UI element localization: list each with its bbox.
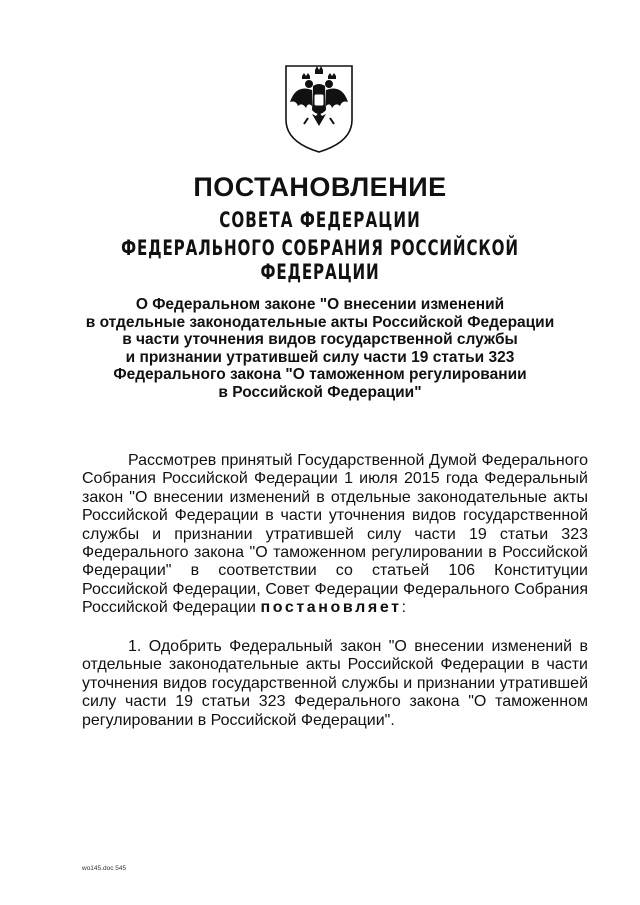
resolution-heading [60, 296, 580, 401]
document-title: ПОСТАНОВЛЕНИЕ [193, 172, 447, 202]
decision-text: 1. Одобрить Федеральный закон "О внесении изменений в отдельные законодательные акты Российской Федерации в части уточнения видов государственной службы и признании утратившей силу части 19 статьи 323 Федерального закона "О таможенном регулировании в Российской Федерации". [82, 638, 588, 729]
preamble-paragraph [82, 452, 588, 618]
decision-word: постановляет [260, 599, 402, 617]
heading-line: в отдельные законодательные акты Российской Федерации [85, 313, 555, 331]
decision-paragraph [82, 638, 588, 730]
heading-line: и признании утратившей силу части 19 статьи 323 [125, 348, 515, 366]
heading-line: в Российской Федерации" [218, 383, 422, 401]
document-code: wo145.doc 545 [82, 865, 127, 872]
heading-line: в части уточнения видов государственной службы [122, 331, 518, 348]
issuer-line-1: СОВЕТА ФЕДЕРАЦИИ [219, 208, 421, 232]
preamble-text: Рассмотрев принятый Государственной Думой Федерального Собрания Российской Федерации 1 июля 2015 года Федеральный закон "О внесении изменений в отдельные законодательные акты Российской Федерации в части уточнения видов государственной службы и признании утратившей силу части 19 статьи 323 Федерального закона "О таможенном регулировании в Российской Федерации" в соответствии со статьей 106 Конституции Российской Федерации, Совет Федерации Федерального Собрания Российской Федерации [82, 452, 588, 617]
heading-line: Федерального закона "О таможенном регулировании [113, 366, 527, 383]
decision-punct: : [401, 599, 407, 617]
issuer-line-2: ФЕДЕРАЛЬНОГО СОБРАНИЯ РОССИЙСКОЙ ФЕДЕРАЦИИ [121, 236, 519, 284]
coat-of-arms-icon [282, 62, 356, 154]
heading-line: О Федеральном законе "О внесении изменений [135, 296, 505, 313]
